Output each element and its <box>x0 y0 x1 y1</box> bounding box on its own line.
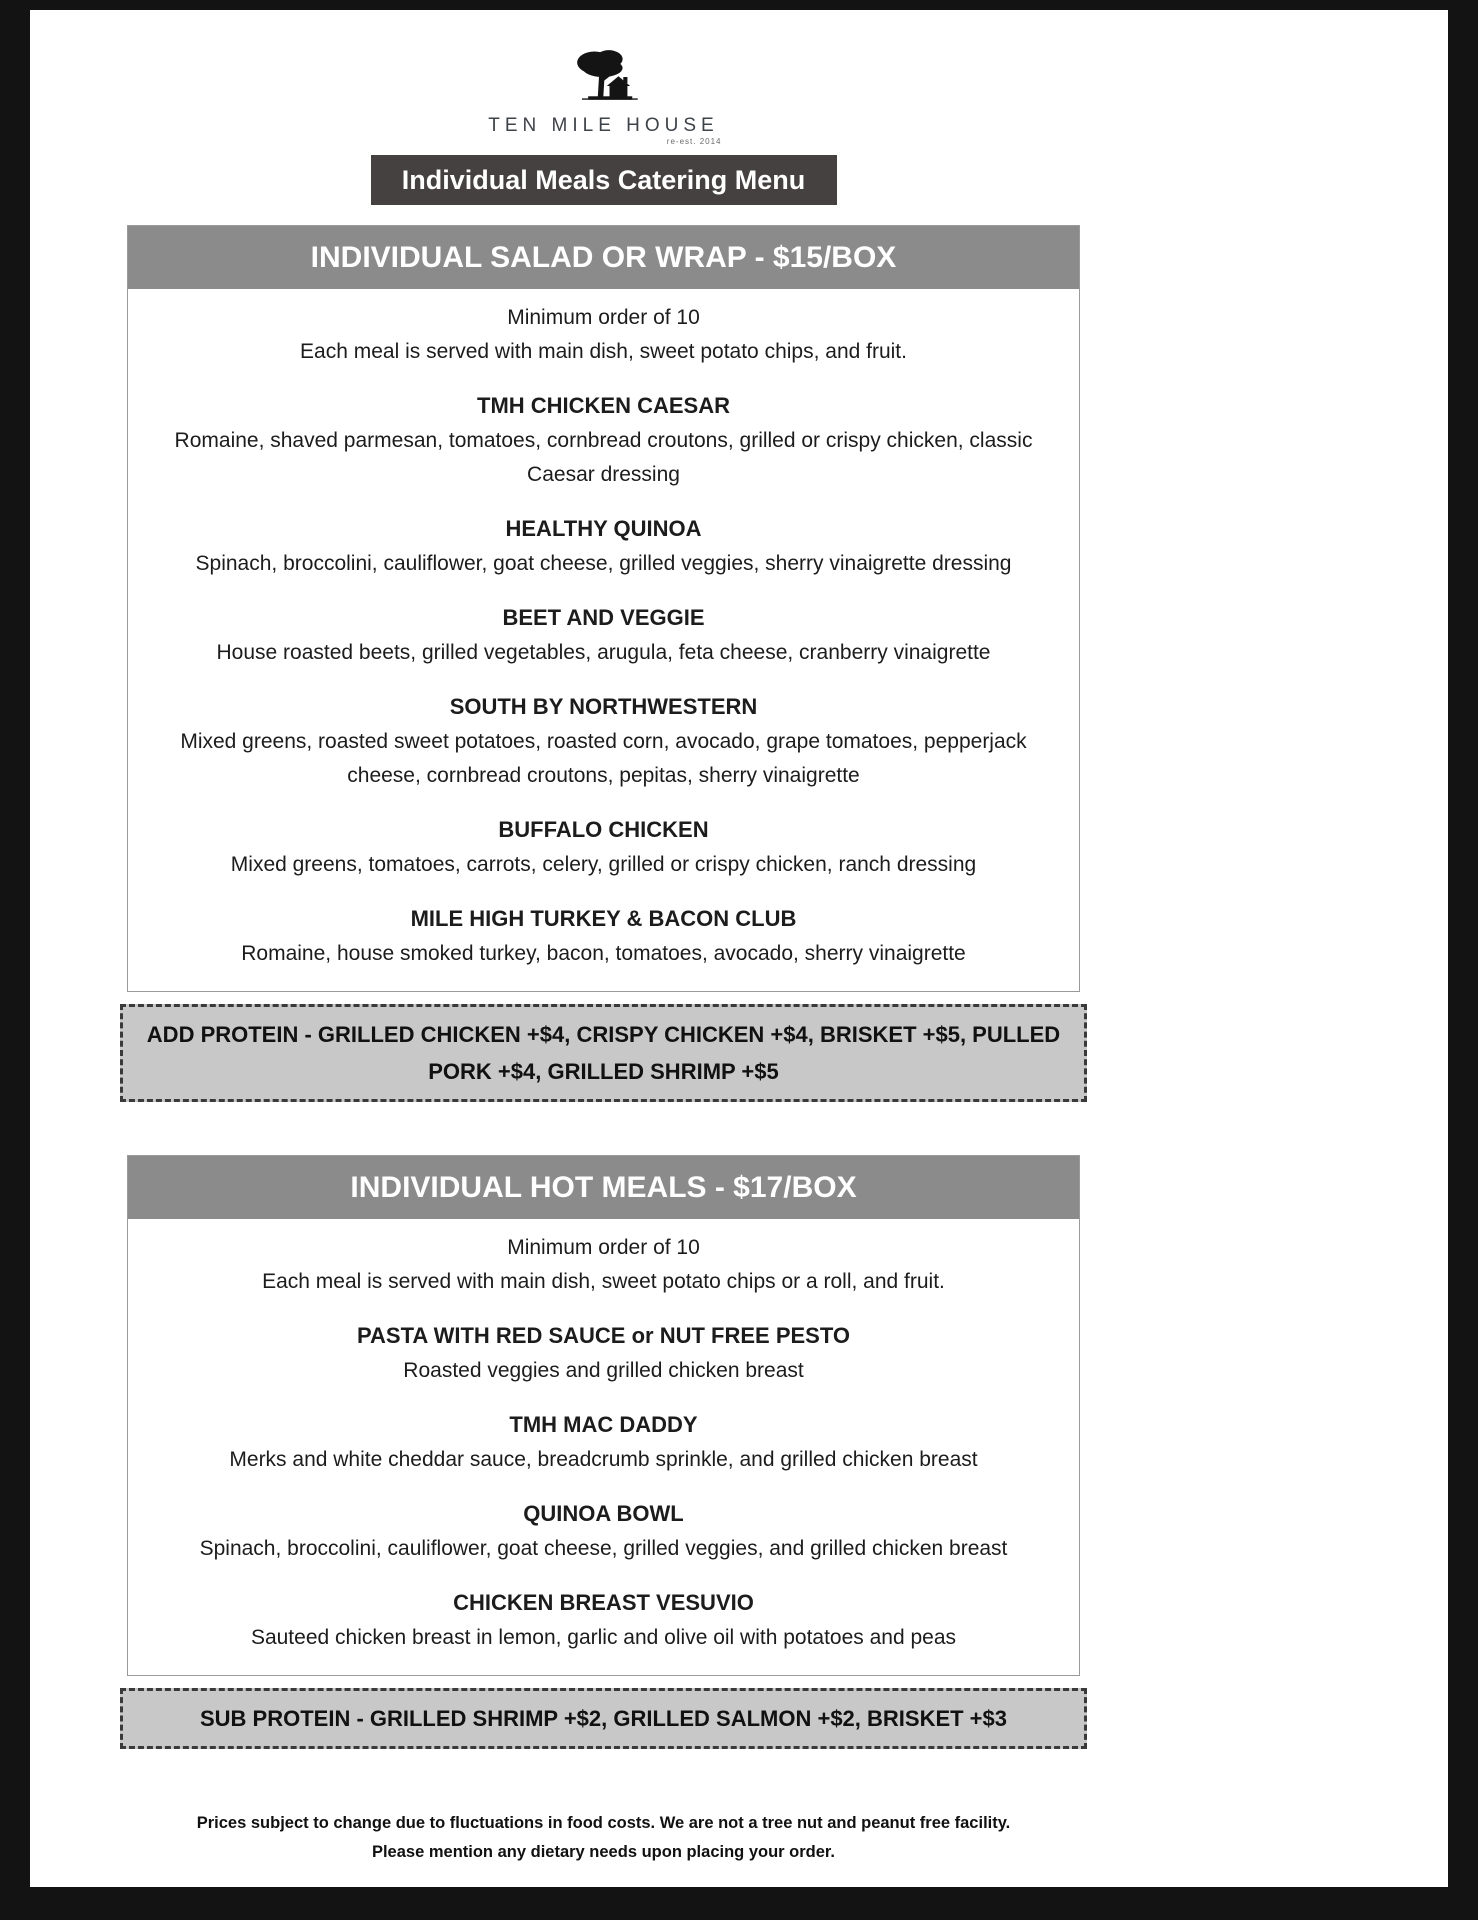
item-name: BEET AND VEGGIE <box>502 605 705 630</box>
footer-disclaimer <box>127 1809 1080 1867</box>
served-with-note: Each meal is served with main dish, sweet potato chips, and fruit. <box>300 340 907 363</box>
item-description: Romaine, shaved parmesan, tomatoes, cornbread croutons, grilled or crispy chicken, classic Caesar dressing <box>174 429 1033 486</box>
item-description: House roasted beets, grilled vegetables, arugula, feta cheese, cranberry vinaigrette <box>216 641 991 664</box>
section-salad-header: INDIVIDUAL SALAD OR WRAP - $15/BOX <box>128 226 1079 289</box>
menu-item <box>156 1585 1051 1655</box>
item-description: Spinach, broccolini, cauliflower, goat cheese, grilled veggies, and grilled chicken breast <box>199 1537 1008 1560</box>
footer-line-2: Please mention any dietary needs upon placing your order. <box>371 1843 836 1861</box>
item-name: CHICKEN BREAST VESUVIO <box>453 1590 754 1615</box>
item-description: Merks and white cheddar sauce, breadcrumb sprinkle, and grilled chicken breast <box>229 1448 978 1471</box>
item-name: QUINOA BOWL <box>523 1501 684 1526</box>
item-description: Romaine, house smoked turkey, bacon, tomatoes, avocado, sherry vinaigrette <box>241 942 966 965</box>
item-name: TMH MAC DADDY <box>509 1412 698 1437</box>
item-description: Mixed greens, tomatoes, carrots, celery, grilled or crispy chicken, ranch dressing <box>230 853 977 876</box>
minimum-order-note: Minimum order of 10 <box>507 306 700 329</box>
section-hot-meals-body <box>128 1219 1079 1675</box>
served-with-note: Each meal is served with main dish, sweet potato chips or a roll, and fruit. <box>262 1270 945 1293</box>
section-salad-body <box>128 289 1079 991</box>
brand-established: re-est. 2014 <box>666 137 722 146</box>
item-description: Sauteed chicken breast in lemon, garlic and olive oil with potatoes and peas <box>250 1626 957 1649</box>
item-name: PASTA WITH RED SAUCE or NUT FREE PESTO <box>357 1323 850 1348</box>
brand-name: TEN MILE HOUSE <box>488 115 719 136</box>
item-name: HEALTHY QUINOA <box>505 516 702 541</box>
menu-page <box>30 10 1448 1887</box>
menu-item <box>156 689 1051 793</box>
menu-item <box>156 901 1051 971</box>
section-hot-meals-header: INDIVIDUAL HOT MEALS - $17/BOX <box>128 1156 1079 1219</box>
section-salad-or-wrap <box>127 225 1080 992</box>
menu-item <box>156 812 1051 882</box>
tree-house-icon <box>569 46 639 108</box>
menu-item <box>156 1496 1051 1566</box>
footer-line-1: Prices subject to change due to fluctuations in food costs. We are not a tree nut and peanut free facility. <box>196 1814 1011 1832</box>
menu-item <box>156 511 1051 581</box>
item-description: Spinach, broccolini, cauliflower, goat cheese, grilled veggies, sherry vinaigrette dressing <box>195 552 1012 575</box>
item-name: BUFFALO CHICKEN <box>498 817 709 842</box>
item-description: Mixed greens, roasted sweet potatoes, roasted corn, avocado, grape tomatoes, pepperjack cheese, cornbread croutons, pepitas, sherry vinaigrette <box>180 730 1027 787</box>
sub-protein-note: SUB PROTEIN - GRILLED SHRIMP +$2, GRILLED SALMON +$2, BRISKET +$3 <box>120 1688 1087 1749</box>
item-description: Roasted veggies and grilled chicken breast <box>403 1359 804 1382</box>
add-protein-note: ADD PROTEIN - GRILLED CHICKEN +$4, CRISPY CHICKEN +$4, BRISKET +$5, PULLED PORK +$4, GRILLED SHRIMP +$5 <box>120 1004 1087 1102</box>
menu-item <box>156 388 1051 492</box>
minimum-order-note: Minimum order of 10 <box>507 1236 700 1259</box>
item-name: TMH CHICKEN CAESAR <box>477 393 730 418</box>
menu-item <box>156 1407 1051 1477</box>
menu-item <box>156 600 1051 670</box>
page-title: Individual Meals Catering Menu <box>371 155 837 205</box>
content-column <box>127 10 1080 1867</box>
menu-item <box>156 1318 1051 1388</box>
item-name: MILE HIGH TURKEY & BACON CLUB <box>410 906 797 931</box>
item-name: SOUTH BY NORTHWESTERN <box>449 694 758 719</box>
section-hot-meals <box>127 1155 1080 1676</box>
restaurant-logo <box>127 46 1080 147</box>
